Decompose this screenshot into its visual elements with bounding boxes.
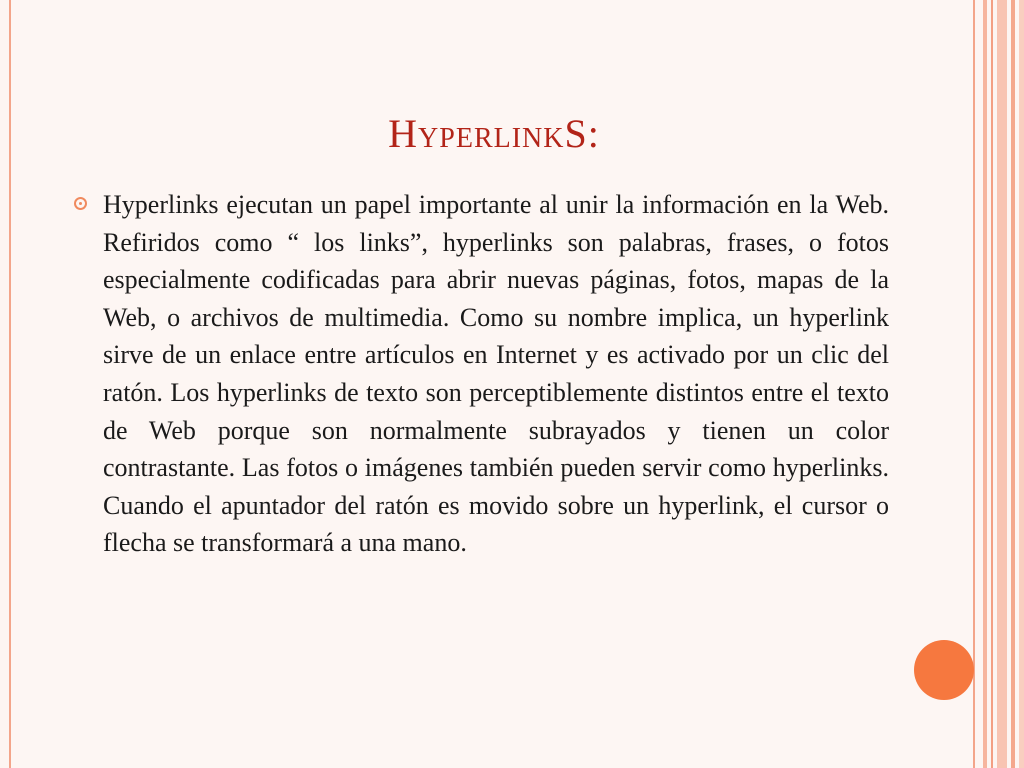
decorative-stripe xyxy=(1019,0,1024,768)
body-paragraph: Hyperlinks ejecutan un papel importante al unir la información en la Web. Refiridos como “ los links”, hyperlinks son palabras, frases, o fotos especialmente codificadas para abrir nuevas páginas, fotos, mapas de la Web, o archivos de multimedia. Como su nombre implica, un hyperlink sirve de un enlace entre artículos en Internet y es activado por un clic del ratón. Los hyperlinks de texto son perceptiblemente distintos entre el texto de Web porque son normalmente subrayados y tienen un color contrastante. Las fotos o imágenes también pueden servir como hyperlinks. Cuando el apuntador del ratón es movido sobre un hyperlink, el cursor o flecha se transformará a una mano. xyxy=(103,190,889,558)
decorative-stripe xyxy=(997,0,1007,768)
decorative-stripe xyxy=(983,0,987,768)
orange-circle-icon xyxy=(914,640,974,700)
decorative-stripe xyxy=(1011,0,1015,768)
decorative-stripe xyxy=(991,0,993,768)
slide-title: HyperlinkS: xyxy=(388,111,600,156)
slide-frame xyxy=(9,0,975,768)
bullet-icon xyxy=(74,197,87,210)
